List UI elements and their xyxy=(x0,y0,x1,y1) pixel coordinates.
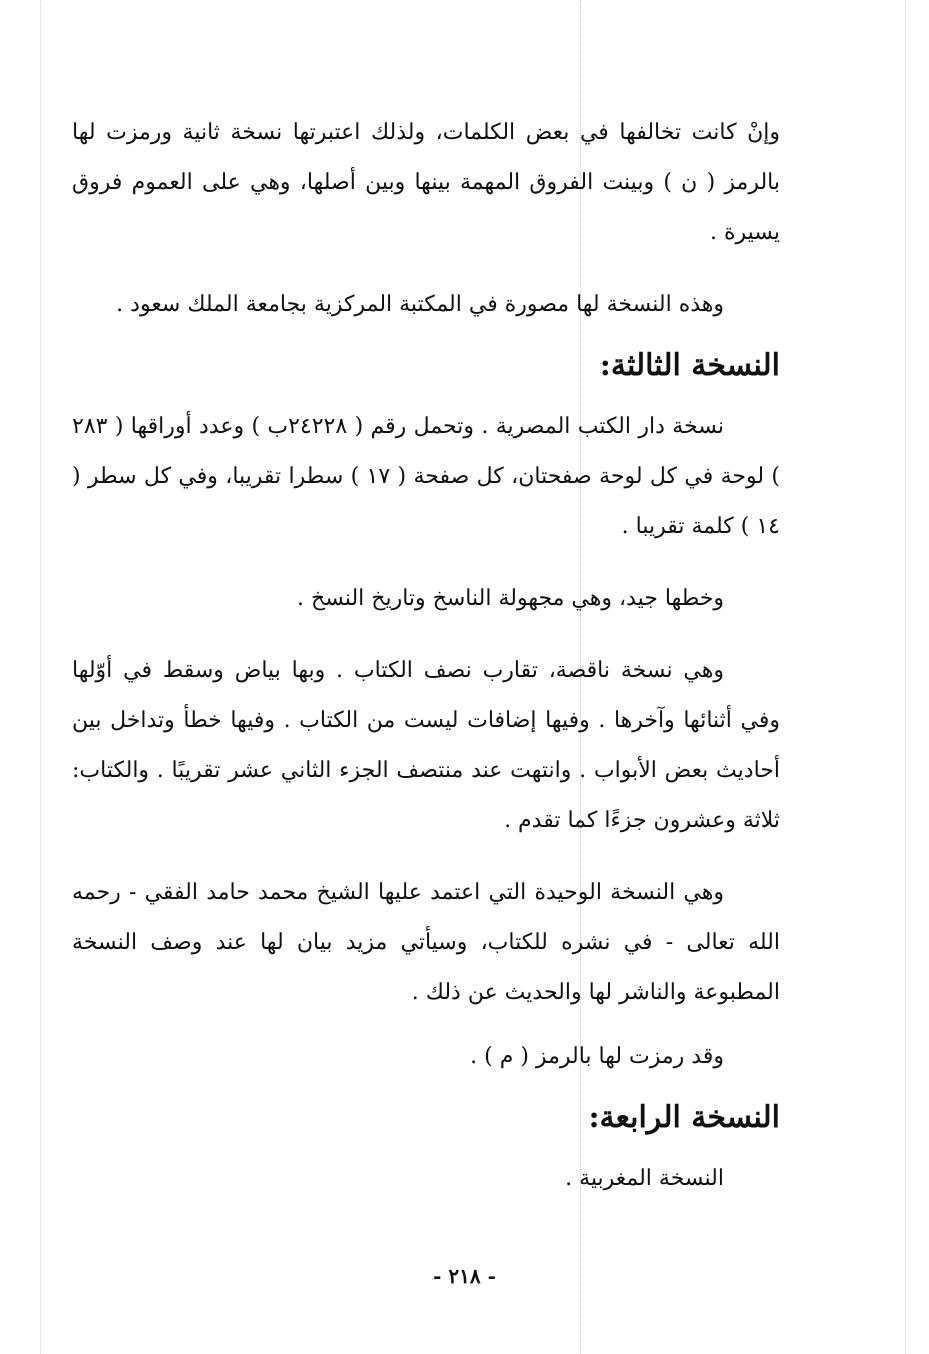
page-number: - ٢١٨ - xyxy=(433,1264,496,1288)
page-content xyxy=(72,108,780,1204)
paragraph-third-copy-description: نسخة دار الكتب المصرية . وتحمل رقم ( ٢٤٢٢٨ب ) وعدد أوراقها ( ٢٨٣ ) لوحة في كل لوحة صفحتان، كل صفحة ( ١٧ ) سطرا تقريبا، وفي كل سطر ( ١٤ ) كلمة تقريبا . xyxy=(72,414,780,539)
scan-margin-left xyxy=(40,0,41,1354)
heading-fourth-copy: النسخة الرابعة: xyxy=(588,1100,780,1135)
paragraph-moroccan-copy: النسخة المغربية . xyxy=(565,1166,724,1191)
scan-margin-right xyxy=(905,0,906,1354)
paragraph-handwriting: وخطها جيد، وهي مجهولة الناسخ وتاريخ النسخ . xyxy=(297,586,724,611)
paragraph-microfilm-note: وهذه النسخة لها مصورة في المكتبة المركزية بجامعة الملك سعود . xyxy=(116,292,724,317)
heading-third-copy: النسخة الثالثة: xyxy=(599,348,780,383)
paragraph-symbol-m: وقد رمزت لها بالرمز ( م ) . xyxy=(470,1044,724,1069)
paragraph-fiqi-edition: وهي النسخة الوحيدة التي اعتمد عليها الشيخ محمد حامد الفقي - رحمه الله تعالى - في نشره للكتاب، وسيأتي مزيد بيان لها عند وصف النسخة المطبوعة والناشر لها والحديث عن ذلك . xyxy=(72,880,780,1005)
paragraph-incomplete-copy: وهي نسخة ناقصة، تقارب نصف الكتاب . وبها بياض وسقط في أوّلها وفي أثنائها وآخرها . وفيها إضافات ليست من الكتاب . وفيها خطأ وتداخل بين أحاديث بعض الأبواب . وانتهت عند منتصف الجزء الثاني عشر تقريبًا . والكتاب: ثلاثة وعشرون جزءًا كما تقدم . xyxy=(72,658,780,833)
paragraph-continuation: وإنْ كانت تخالفها في بعض الكلمات، ولذلك اعتبرتها نسخة ثانية ورمزت لها بالرمز ( ن ) وبينت الفروق المهمة بينها وبين أصلها، وهي على العموم فروق يسيرة . xyxy=(72,120,780,245)
